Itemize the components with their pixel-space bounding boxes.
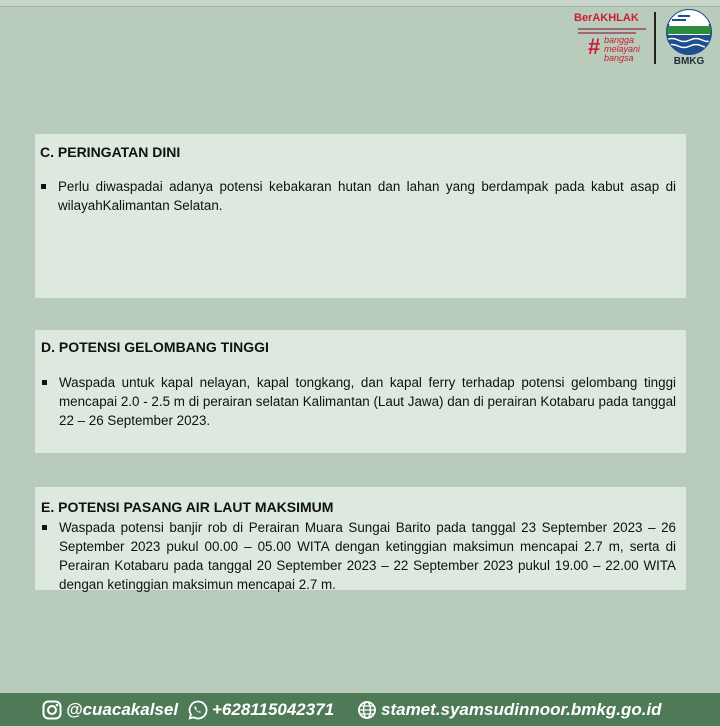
section-pasang-air-laut (35, 487, 686, 590)
whatsapp-number: +628115042371 (212, 700, 335, 719)
bmkg-logo (664, 8, 714, 70)
instagram-icon (42, 700, 62, 720)
logo-divider (654, 12, 656, 64)
bullet-icon (42, 380, 47, 385)
berakhlak-title: BerAKHLAK (574, 12, 639, 24)
top-border (0, 0, 720, 7)
tagline-word: bangsa (604, 53, 634, 63)
bmkg-emblem-icon (664, 8, 714, 56)
bullet-item (41, 518, 676, 594)
bmkg-label: BMKG (673, 56, 705, 67)
section-heading: E. POTENSI PASANG AIR LAUT MAKSIMUM (41, 499, 334, 515)
bullet-text: Waspada potensi banjir rob di Perairan Muara Sungai Barito pada tanggal 23 September 2023 – 26 September 2023 pukul 00.00 – 05.00 WITA dengan ketinggian maksimun mencapai 2.7 m, serta di Perairan Kotabaru pada tanggal 20 September 2023 – 22 September 2023 pukul 19.00 – 22.00 WITA dengan ketinggian maksimun mencapai 2.7 m. (59, 520, 676, 592)
footer-instagram[interactable] (42, 693, 178, 726)
section-peringatan-dini (35, 134, 686, 298)
berakhlak-logo (574, 12, 650, 66)
section-heading: C. PERINGATAN DINI (40, 144, 181, 160)
whatsapp-icon (188, 700, 208, 720)
tagline-word: melayani (604, 44, 641, 54)
berakhlak-fineprint-line-2 (578, 32, 636, 34)
tagline-word: bangga (604, 35, 635, 45)
section-heading: D. POTENSI GELOMBANG TINGGI (41, 339, 269, 355)
berakhlak-tagline (604, 36, 640, 63)
instagram-handle: @cuacakalsel (66, 700, 179, 719)
website-url: stamet.syamsudinnoor.bmkg.go.id (381, 700, 662, 719)
bullet-item (41, 373, 676, 430)
footer-website[interactable] (357, 693, 662, 726)
bullet-icon (41, 184, 46, 189)
bullet-item (40, 177, 676, 215)
footer-whatsapp[interactable] (188, 693, 334, 726)
section-gelombang-tinggi (35, 330, 686, 453)
footer-bar (0, 693, 720, 726)
globe-icon (357, 700, 377, 720)
bullet-text: Waspada untuk kapal nelayan, kapal tongkang, dan kapal ferry terhadap potensi gelombang tinggi mencapai 2.0 - 2.5 m di perairan selatan Kalimantan (Laut Jawa) dan di perairan Kotabaru pada tanggal 22 – 26 September 2023. (59, 375, 676, 428)
bullet-icon (42, 525, 47, 530)
berakhlak-fineprint-line (578, 28, 646, 30)
bullet-text: Perlu diwaspadai adanya potensi kebakaran hutan dan lahan yang berdampak pada kabut asap di wilayahKalimantan Selatan. (58, 179, 676, 213)
berakhlak-hash: # (588, 34, 601, 59)
